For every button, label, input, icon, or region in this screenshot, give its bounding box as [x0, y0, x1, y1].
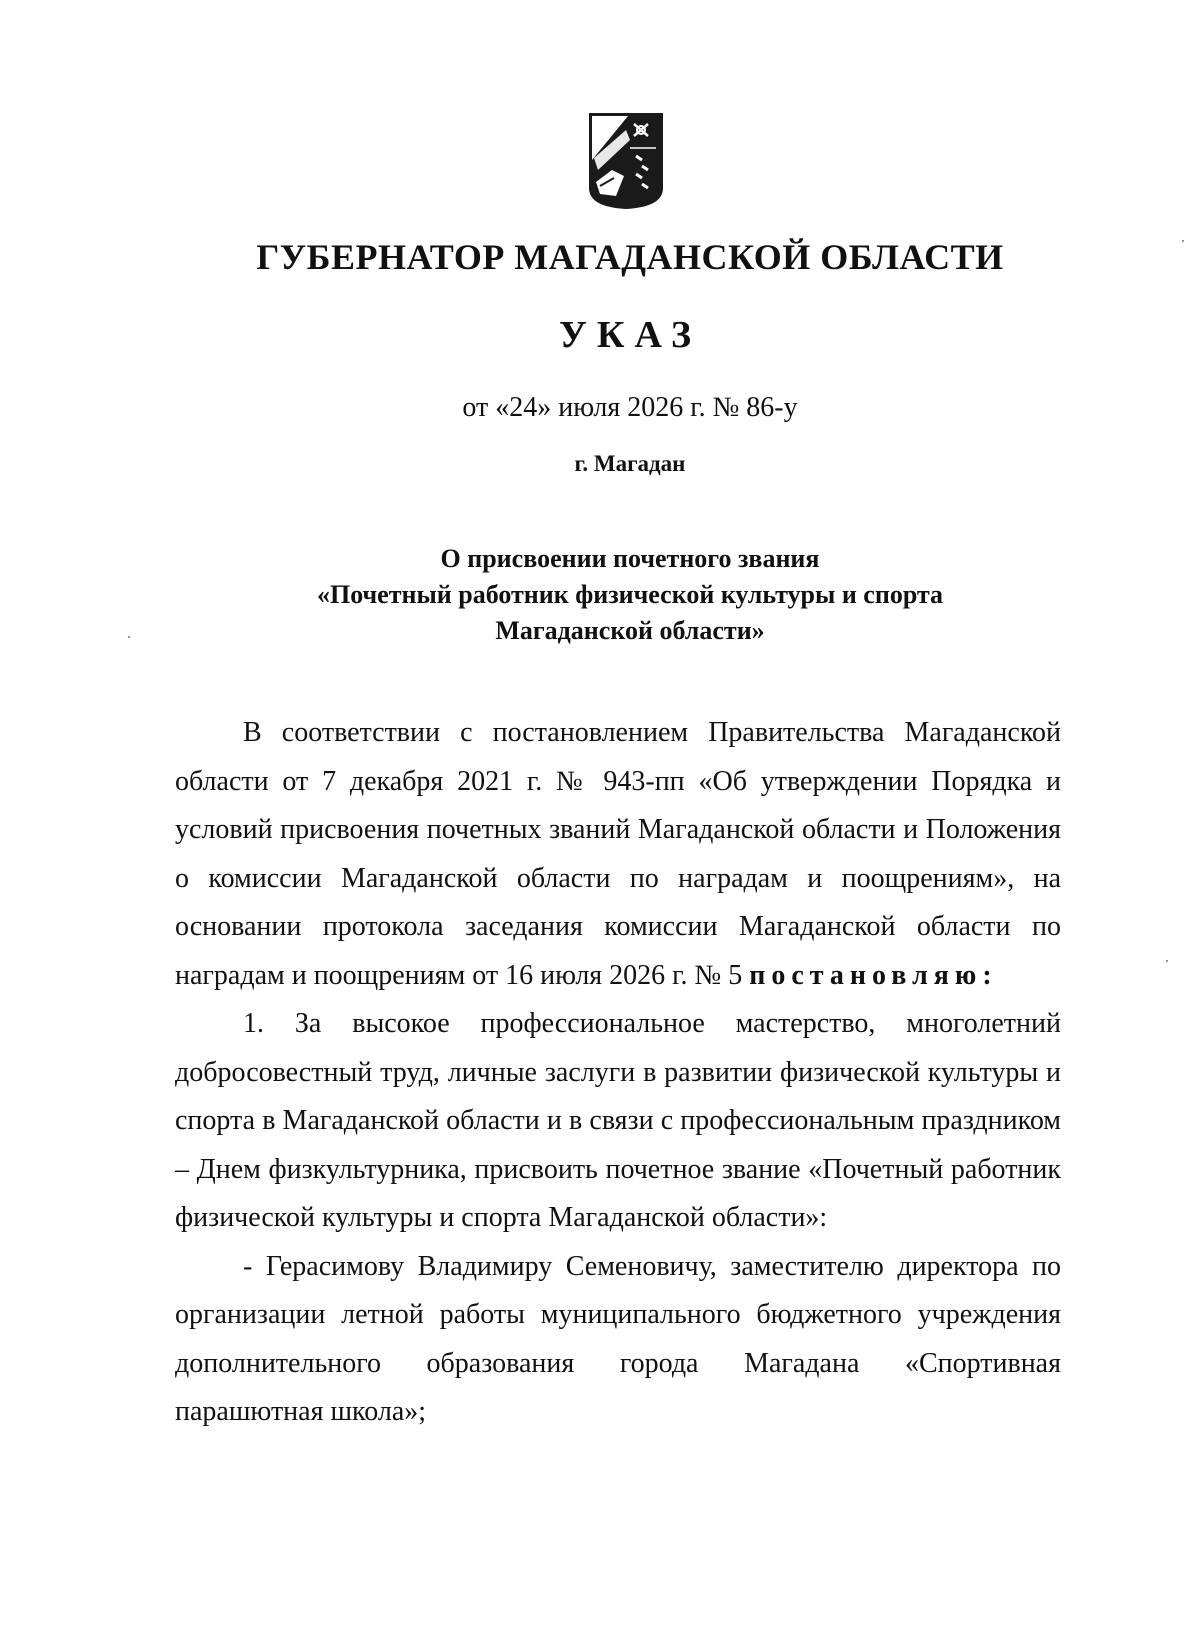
decree-word: постановляю:: [749, 959, 998, 991]
document-date-number: от «24» июля 2026 г. № 86-у: [462, 392, 798, 423]
document-title: [260, 541, 1000, 649]
title-line: Магаданской области»: [495, 616, 765, 645]
scan-speck: [1166, 960, 1168, 962]
scan-speck: [1182, 240, 1184, 242]
authority-heading: ГУБЕРНАТОР МАГАДАНСКОЙ ОБЛАСТИ: [256, 237, 1004, 277]
document-body: [175, 709, 1061, 1437]
item-1-paragraph: 1. За высокое профессиональное мастерство, многолетний добросовестный труд, личные заслуги в развитии физической культуры и спорта в Магаданской области и в связи с профессиональным праздником – Днем физкультурника, присвоить почетное звание «Почетный работник физической культуры и спорта Магаданской области»:: [175, 1008, 1061, 1233]
scan-speck: [128, 636, 130, 638]
title-line: О присвоении почетного звания: [440, 544, 820, 573]
title-line: «Почетный работник физической культуры и спорта: [316, 580, 944, 609]
document-city: г. Магадан: [574, 451, 686, 476]
document-type: УКАЗ: [559, 314, 701, 356]
awardee-paragraph: - Герасимову Владимиру Семеновичу, заместителю директора по организации летной работы муниципального бюджетного учреждения дополнительного образования города Магадана «Спортивная парашютная школа»;: [175, 1250, 1061, 1427]
preamble-paragraph: [175, 709, 1061, 1000]
coat-of-arms-icon: [586, 110, 666, 210]
preamble-text: В соответствии с постановлением Правительства Магаданской области от 7 декабря 2021 г. № 943-пп «Об утверждении Порядка и условий присвоения почетных званий Магаданской области и Положения о комиссии Магаданской области по наградам и поощрениям», на основании протокола заседания комиссии Магаданской области по наградам и поощрениям от 16 июля 2026 г. № 5: [175, 717, 1061, 991]
